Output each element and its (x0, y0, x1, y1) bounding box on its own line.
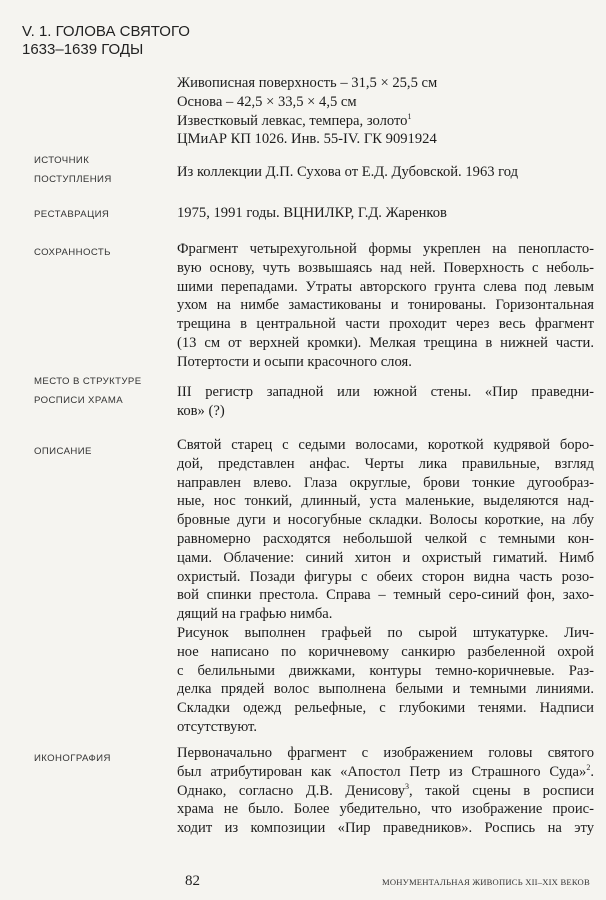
description-line: делка прядей волос выполнена белыми и темными линиями. (177, 681, 594, 698)
label-restoration (34, 205, 109, 224)
source-text-block (177, 163, 594, 182)
meta-line-surface: Живописная поверхность – 31,5 × 25,5 см (177, 75, 438, 91)
label-iconography-text: ИКОНОГРАФИЯ (34, 753, 111, 764)
footnote-ref-3: 3 (405, 781, 410, 791)
iconography-line2-end: . (590, 763, 594, 780)
placement-text-block (177, 383, 594, 421)
description-line: дящий на графью нимба. (177, 606, 333, 623)
condition-text-block (177, 240, 594, 372)
condition-line: (13 см от верхней кромки). Мелкая трещина в нижней части. (177, 334, 594, 351)
description-line: Рисунок выполнен графьей по сырой штукатурке. Лич- (177, 624, 594, 641)
footnote-ref-1: 1 (407, 111, 412, 121)
description-line: направлен влево. Глаза округлые, брови тонкие дугообраз- (177, 474, 594, 491)
placement-line: ков» (?) (177, 402, 225, 419)
footnote-ref-2: 2 (586, 762, 591, 772)
label-restoration-text: РЕСТАВРАЦИЯ (34, 209, 110, 220)
meta-line-inventory: ЦМиАР КП 1026. Инв. 55-IV. ГК 9091924 (177, 131, 437, 148)
label-description (34, 442, 92, 461)
meta-line-base: Основа – 42,5 × 33,5 × 4,5 см (177, 93, 357, 110)
label-placement (34, 372, 142, 410)
description-line: бровные дуги и носогубные складки. Волосы короткие, на лбу (177, 512, 594, 529)
description-line: дой, представлен анфас. Черты лика правильные, взгляд (177, 455, 594, 472)
description-line: с белильными движками, контуры темно-коричневые. Раз- (177, 662, 594, 679)
condition-line: Фрагмент четырехугольной формы укреплен на пенопласто- (177, 241, 594, 257)
label-source (34, 151, 112, 189)
entry-header (22, 23, 190, 59)
running-title: МОНУМЕНТАЛЬНАЯ ЖИВОПИСЬ XII–XIX ВЕКОВ (382, 877, 590, 887)
description-line: ное написано по коричневому санкирю разбеленной охрой (177, 643, 594, 660)
iconography-line: Первоначально фрагмент с изображением головы святого (177, 745, 594, 761)
label-placement-line2: РОСПИСИ ХРАМА (34, 395, 124, 406)
description-text-block (177, 436, 594, 737)
description-line: отсутствуют. (177, 718, 257, 735)
placement-line: III регистр западной или южной стены. «Пир праведни- (177, 384, 594, 400)
label-description-text: ОПИСАНИЕ (34, 446, 92, 457)
iconography-line (177, 763, 594, 782)
entry-years: 1633–1639 ГОДЫ (22, 41, 144, 58)
page-number: 82 (185, 873, 200, 889)
condition-line: шими перепадами. Утраты авторского грунта слева под левым (177, 278, 594, 295)
iconography-line: ходит из композиции «Пир праведников». Роспись на эту (177, 820, 594, 837)
description-line: ные, нос тонкий, длинный, уста маленькие, выделяются над- (177, 493, 594, 510)
description-line: вой спинки престола. Справа – темный серо-синий фон, захо- (177, 587, 594, 604)
description-line: Святой старец с седыми волосами, короткой кудрявой боро- (177, 437, 594, 453)
condition-line: ухом на нимбе замастикованы и тонированы. Горизонтальная (177, 297, 594, 314)
iconography-line (177, 782, 594, 801)
iconography-line3-end: , такой сцены в росписи (409, 782, 594, 799)
iconography-line3-text: Однако, согласно Д.В. Денисову (177, 782, 406, 799)
label-source-line1: ИСТОЧНИК (34, 155, 90, 166)
description-line: охристый. Позади фигуры с обеих сторон видна часть розо- (177, 568, 594, 585)
meta-technique-text: Известковый левкас, темпера, золото (177, 112, 408, 129)
description-line: Складки одежд рельефные, с глубокими тенями. Надписи (177, 700, 594, 717)
condition-line: Потертости и осыпи красочного слоя. (177, 353, 412, 370)
meta-line-technique (177, 112, 594, 131)
label-placement-line1: МЕСТО В СТРУКТУРЕ (34, 376, 142, 387)
iconography-line: храма не было. Более убедительно, что изображение проис- (177, 801, 594, 818)
label-source-line2: ПОСТУПЛЕНИЯ (34, 174, 112, 185)
label-iconography (34, 749, 111, 768)
condition-line: трещина в центральной части проходит через весь фрагмент (177, 316, 594, 333)
description-line: равномерно расходятся небольшой челкой с темными кон- (177, 530, 594, 547)
label-condition (34, 243, 111, 262)
entry-title: V. 1. ГОЛОВА СВЯТОГО (22, 23, 190, 40)
iconography-text-block (177, 744, 594, 838)
source-text: Из коллекции Д.П. Сухова от Е.Д. Дубовской. 1963 год (177, 164, 519, 180)
restoration-text: 1975, 1991 годы. ВЦНИЛКР, Г.Д. Жаренков (177, 205, 447, 221)
iconography-line2-text: был атрибутирован как «Апостол Петр из Страшного Суда» (177, 763, 587, 780)
label-condition-text: СОХРАННОСТЬ (34, 247, 111, 258)
description-line: цами. Облачение: синий хитон и охристый гиматий. Нимб (177, 549, 594, 566)
restoration-text-block (177, 204, 594, 223)
condition-line: вую основу, чуть возвышаясь над ней. Поверхность с неболь- (177, 259, 594, 276)
technical-data (177, 74, 594, 149)
